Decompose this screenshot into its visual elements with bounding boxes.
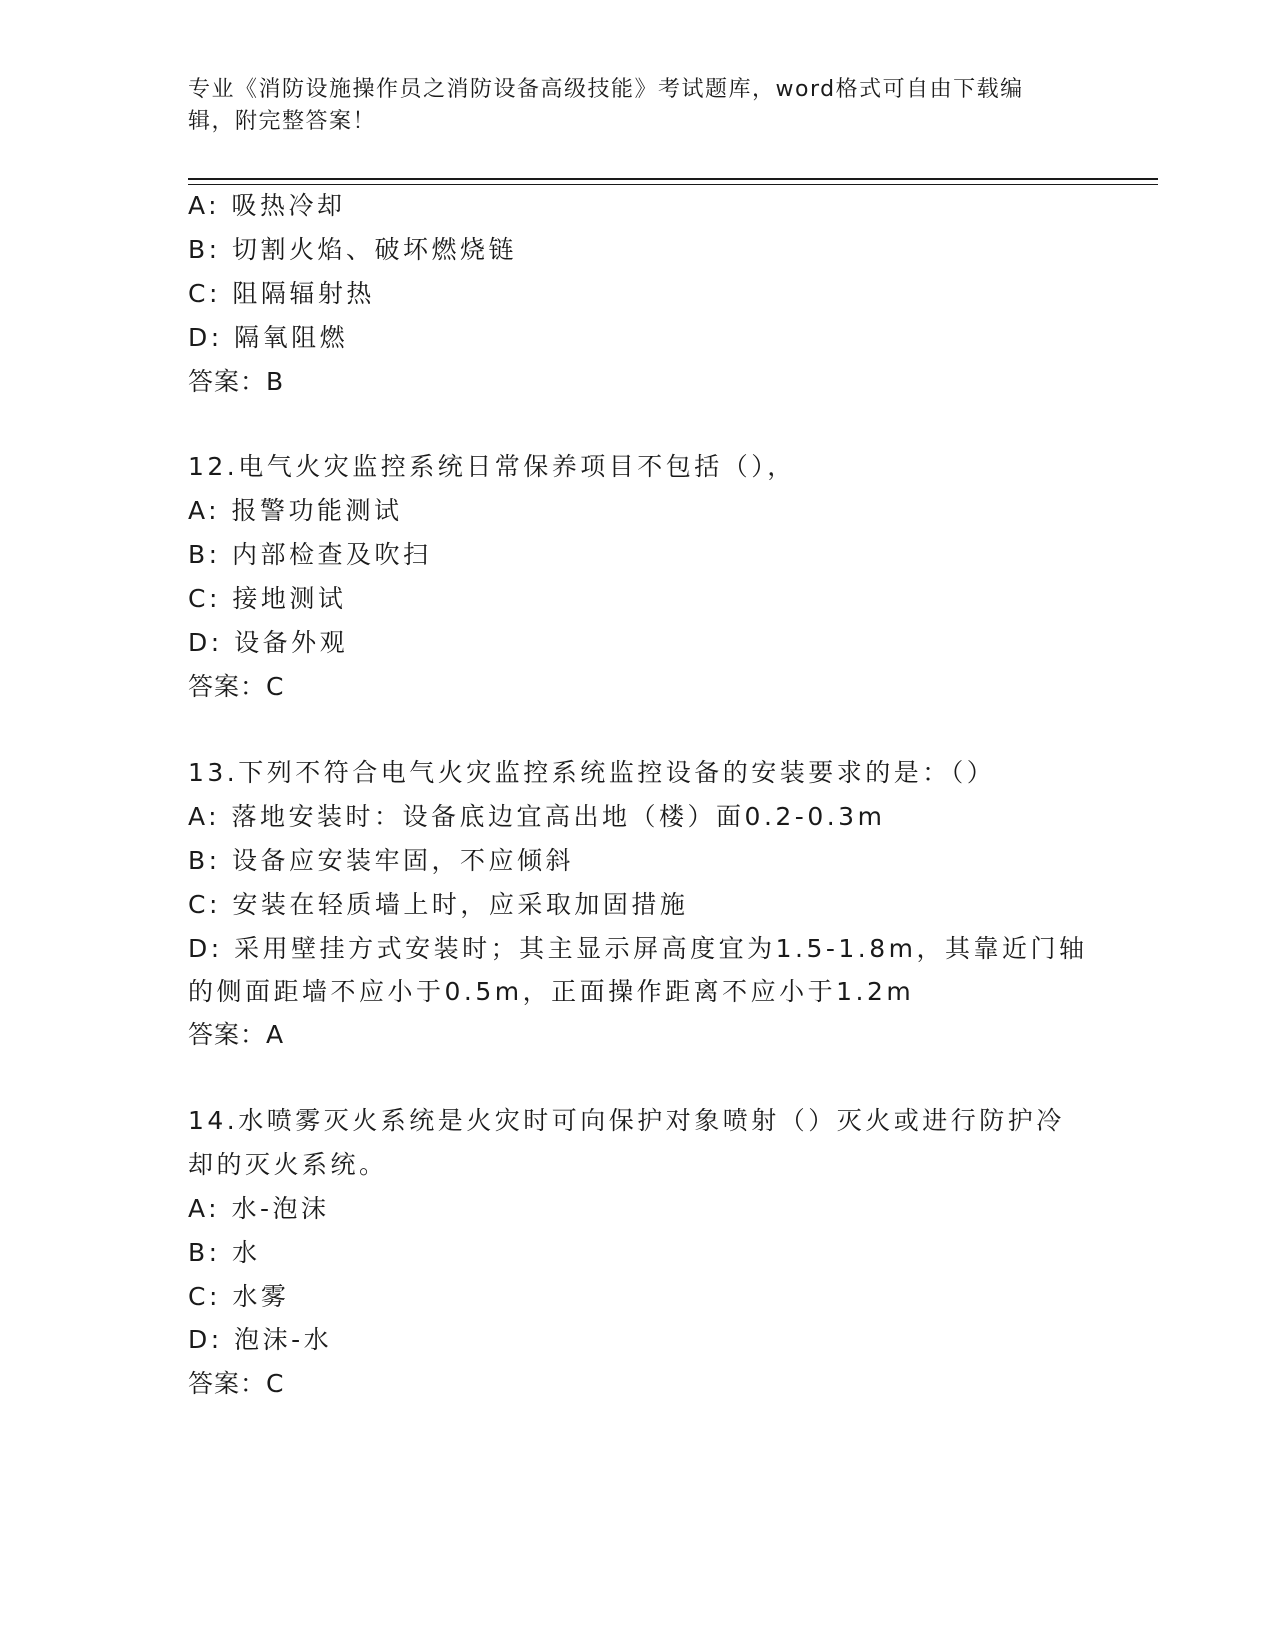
q14-question-line-2: 却的灭火系统。	[188, 1150, 388, 1179]
q14-option-a: A: 水-泡沫	[188, 1194, 330, 1223]
document-header	[188, 74, 1088, 138]
q11-option-a: A: 吸热冷却	[188, 191, 346, 220]
q13-option-c: C: 安装在轻质墙上时，应采取加固措施	[188, 890, 689, 919]
q12-option-a: A: 报警功能测试	[188, 496, 403, 525]
q11-option-b: B: 切割火焰、破坏燃烧链	[188, 235, 518, 264]
q14-answer: 答案：C	[188, 1369, 285, 1398]
header-line-2: 辑，附完整答案！	[188, 109, 377, 134]
q12-option-b: B: 内部检查及吹扫	[188, 540, 432, 569]
q14-option-d: D: 泡沫-水	[188, 1325, 333, 1354]
q13-option-b: B: 设备应安装牢固，不应倾斜	[188, 846, 575, 875]
q13-option-d: D: 采用壁挂方式安装时；其主显示屏高度宜为1.5-1.8m，其靠近门轴	[188, 934, 1088, 963]
q11-option-c: C: 阻隔辐射热	[188, 279, 375, 308]
q13-option-d-continued: 的侧面距墙不应小于0.5m，正面操作距离不应小于1.2m	[188, 977, 915, 1006]
q13-option-a: A: 落地安装时：设备底边宜高出地（楼）面0.2-0.3m	[188, 802, 886, 831]
q13-question: 13.下列不符合电气火灾监控系统监控设备的安装要求的是：（）	[188, 758, 996, 787]
q11-option-d: D: 隔氧阻燃	[188, 323, 349, 352]
q12-option-c: C: 接地测试	[188, 584, 347, 613]
q12-answer: 答案：C	[188, 672, 285, 701]
q12-option-d: D: 设备外观	[188, 628, 349, 657]
q14-option-b: B: 水	[188, 1238, 261, 1267]
header-line-1: 专业《消防设施操作员之消防设备高级技能》考试题库，word格式可自由下载编	[188, 77, 1024, 102]
header-divider-thin	[188, 184, 1158, 185]
q13-answer: 答案：A	[188, 1020, 285, 1049]
q14-question-line-1: 14.水喷雾灭火系统是火灾时可向保护对象喷射（）灭火或进行防护冷	[188, 1106, 1065, 1135]
header-divider-thick	[188, 178, 1158, 180]
q14-option-c: C: 水雾	[188, 1282, 290, 1311]
q12-question: 12.电气火灾监控系统日常保养项目不包括（），	[188, 452, 796, 481]
q11-answer: 答案：B	[188, 367, 285, 396]
